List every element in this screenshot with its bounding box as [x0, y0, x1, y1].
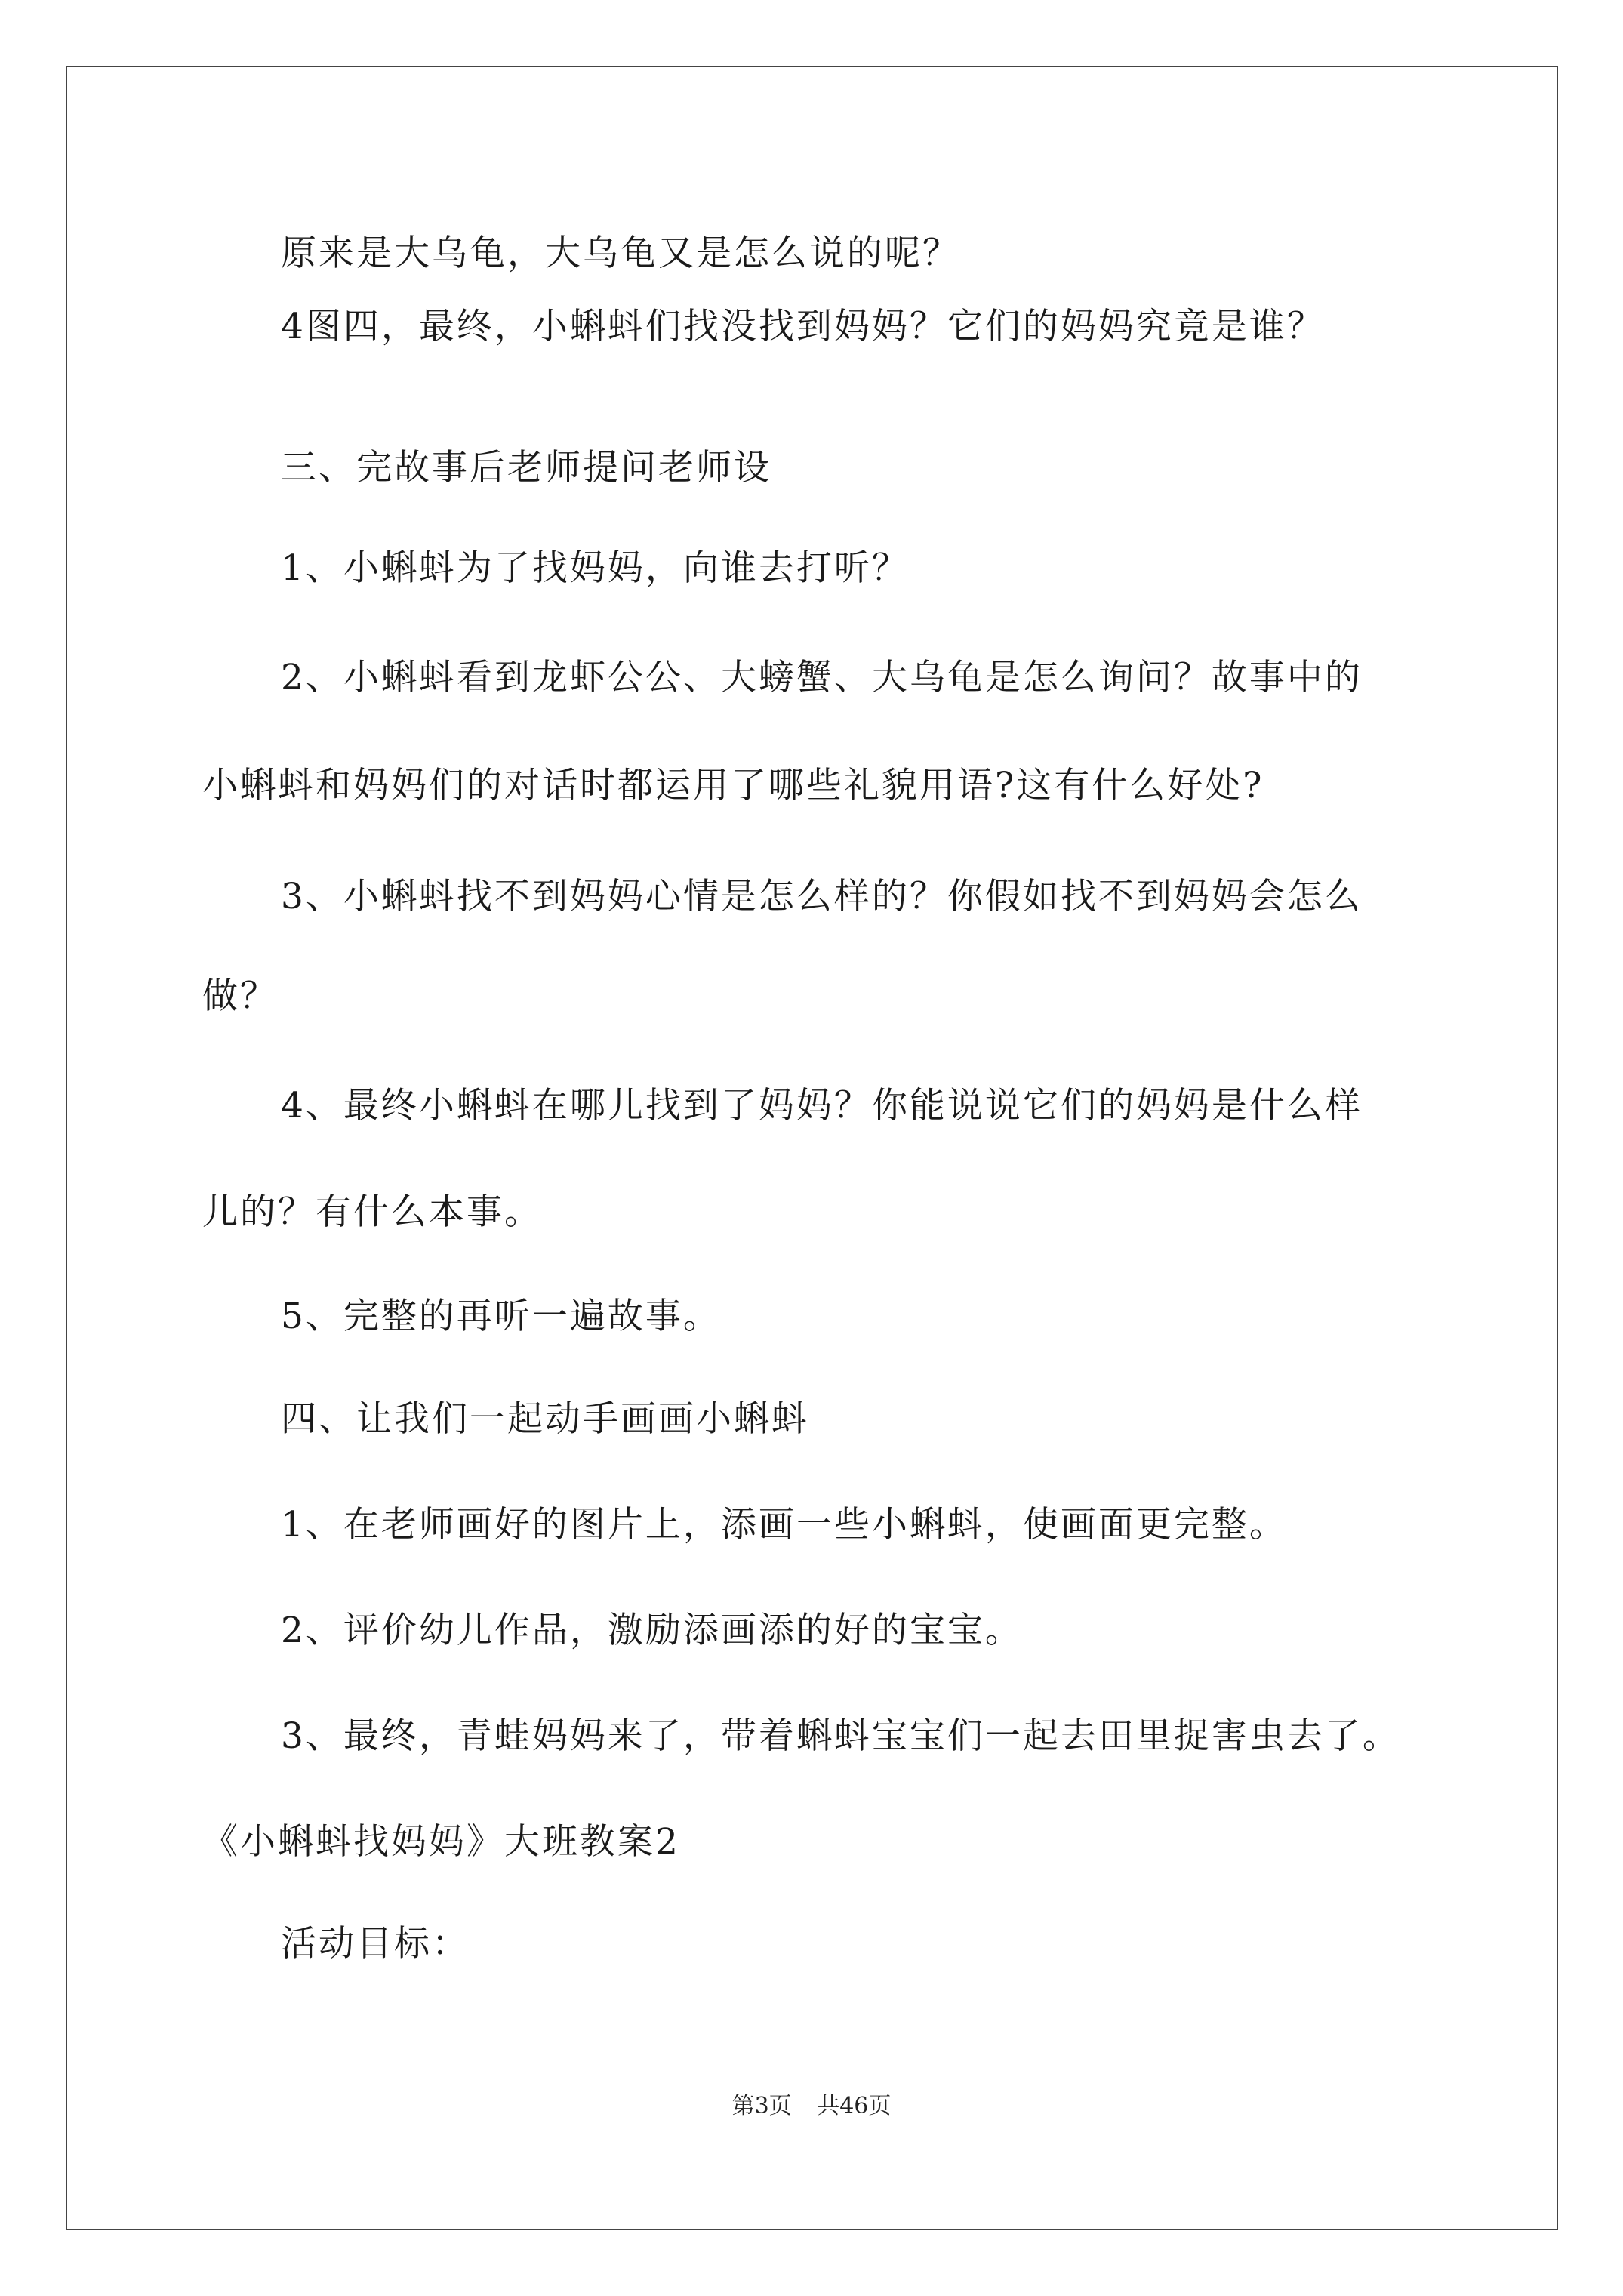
paragraph-line: 3、最终，青蛙妈妈来了，带着蝌蚪宝宝们一起去田里捉害虫去了。 [281, 1715, 1400, 1757]
page-number: 第3页 [731, 2093, 792, 2119]
page-total: 共46页 [817, 2093, 892, 2119]
page-border [66, 66, 1558, 2230]
section-heading: 三、完故事后老师提问老师设 [281, 447, 771, 488]
paragraph-line: 1、小蝌蚪为了找妈妈，向谁去打听？ [281, 547, 910, 589]
page-footer [0, 2091, 1623, 2122]
paragraph-line: 儿的？有什么本事。 [202, 1191, 542, 1233]
paragraph-line: 5、完整的再听一遍故事。 [281, 1296, 721, 1337]
paragraph-line: 4图四，最终，小蝌蚪们找没找到妈妈？它们的妈妈究竟是谁？ [281, 306, 1325, 347]
section-heading: 活动目标： [281, 1923, 470, 1965]
paragraph-line: 2、评价幼儿作品，激励添画添的好的宝宝。 [281, 1610, 1023, 1651]
paragraph-line: 1、在老师画好的图片上，添画一些小蝌蚪，使画面更完整。 [281, 1504, 1287, 1546]
document-title: 《小蝌蚪找妈妈》大班教案2 [202, 1821, 680, 1863]
paragraph-line: 4、最终小蝌蚪在哪儿找到了妈妈？你能说说它们的妈妈是什么样 [281, 1085, 1363, 1126]
paragraph-line: 做？ [202, 975, 278, 1017]
paragraph-line: 原来是大乌龟，大乌龟又是怎么说的呢？ [281, 233, 960, 274]
paragraph-line: 小蝌蚪和妈妈们的对话时都运用了哪些礼貌用语?这有什么好处? [202, 765, 1264, 806]
paragraph-line: 2、小蝌蚪看到龙虾公公、大螃蟹、大乌龟是怎么询问？故事中的 [281, 657, 1363, 698]
paragraph-line: 3、小蝌蚪找不到妈妈心情是怎么样的？你假如找不到妈妈会怎么 [281, 876, 1363, 917]
section-heading: 四、让我们一起动手画画小蝌蚪 [281, 1398, 809, 1440]
